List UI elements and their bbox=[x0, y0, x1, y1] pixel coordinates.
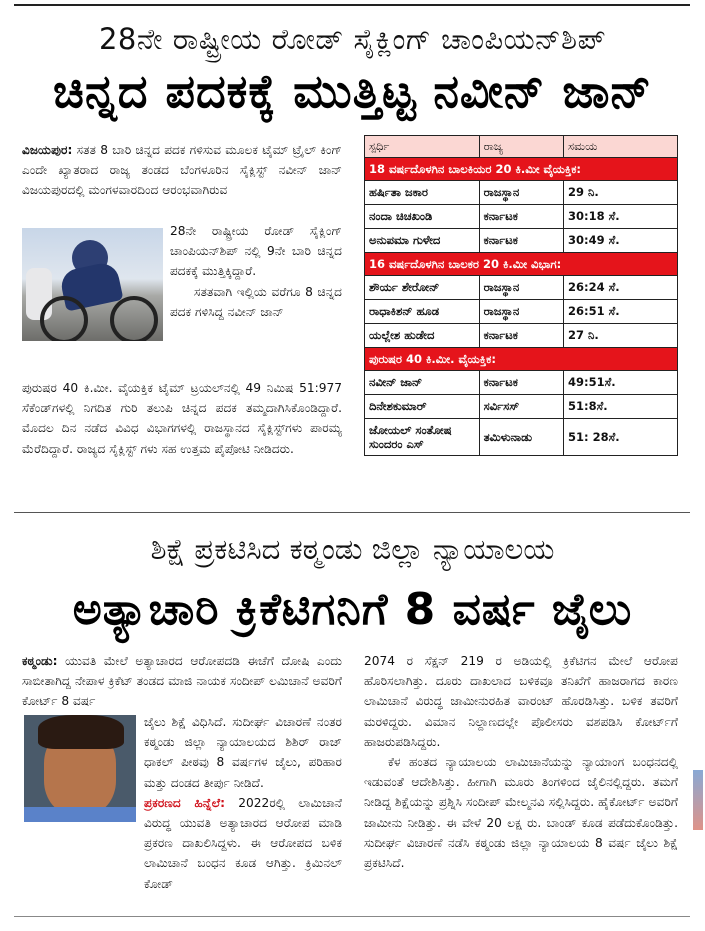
table-row: ಶೌರ್ಯ ಶೇರೋನ್ ರಾಜಸ್ಥಾನ 26:24 ಸೆ. bbox=[365, 276, 678, 300]
background-lead: ಪ್ರಕರಣದ ಹಿನ್ನೆಲೆ: bbox=[144, 795, 225, 810]
cyclist-photo bbox=[22, 228, 163, 341]
story2-paragraph-3: ಪ್ರಕರಣದ ಹಿನ್ನೆಲೆ: 2022ರಲ್ಲಿ ಲಾಮಿಚಾನೆ ವಿರುದ್ಧ ಯುವತಿ ಅತ್ಯಾಚಾರದ ಆರೋಪ ಮಾಡಿ ಪ್ರಕರಣ ದಾಖಲಿಸಿದ್ದಳು. ಈ ಆರೋಪದ ಬಳಿಕ ಲಾಮಿಚಾನೆ ಬಂಧನ ಕೂಡ ಆಗಿತ್ತು. ಕ್ರಿಮಿನಲ್ ಕೋಡ್ bbox=[144, 795, 343, 891]
story1-bottom-column bbox=[22, 378, 342, 459]
story1-lead-column bbox=[22, 140, 342, 201]
table-row: ದಿನೇಶಕುಮಾರ್ ಸರ್ವಿಸಸ್ 51:8ಸೆ. bbox=[365, 395, 678, 419]
table-row: ಯಲ್ಲೇಶ ಹುಡೇದ ಕರ್ನಾಟಕ 27 ನಿ. bbox=[365, 324, 678, 348]
results-table bbox=[364, 135, 678, 456]
results-header-row bbox=[365, 136, 678, 158]
story2-paragraph-5: ಕೆಳ ಹಂತದ ನ್ಯಾಯಾಲಯ ಲಾಮಿಚಾನೆಯನ್ನು ನ್ಯಾಯಾಂಗ ಬಂಧನದಲ್ಲಿ ಇಡುವಂತೆ ಆದೇಶಿಸಿತ್ತು. ಹೀಗಾಗಿ ಮೂರು ತಿಂಗಳಿಂದ ಜೈಲಿನಲ್ಲಿದ್ದರು. ತಮಗೆ ನೀಡಿದ್ದ ಶಿಕ್ಷೆಯನ್ನು ಪ್ರಶ್ನಿಸಿ ಸಂದೀಪ್ ಮೇಲ್ಮನವಿ ಸಲ್ಲಿಸಿದ್ದರು. ಹೈಕೋರ್ಟ್ ಅವರಿಗೆ ಜಾಮೀನು ನೀಡಿತ್ತು. ಈ ವೇಳೆ 20 ಲಕ್ಷ ರು. ಬಾಂಡ್ ಕೂಡ ಪಡೆದುಕೊಂಡಿತ್ತು. ಸುದೀರ್ಘ ವಿಚಾರಣೆ ನಡೆಸಿ ಕಠ್ಮಂಡು ಜಿಲ್ಲಾ ನ್ಯಾಯಾಲಯ 8 ವರ್ಷ ಜೈಲು ಶಿಕ್ಷೆ ಪ್ರಕಟಿಸಿದೆ. bbox=[364, 755, 678, 871]
story1-side-column bbox=[170, 221, 342, 322]
table-row: ಜೋಯಲ್ ಸಂತೋಷ ಸುಂದರಂ ಎಸ್ ತಮಿಳುನಾಡು 51: 28ಸೆ. bbox=[365, 419, 678, 456]
cricketer-photo bbox=[24, 715, 136, 822]
story1-headline: ಚಿನ್ನದ ಪದಕಕ್ಕೆ ಮುತ್ತಿಟ್ಟ ನವೀನ್ ಜಾನ್ bbox=[53, 64, 652, 118]
story1-paragraph-2: 28ನೇ ರಾಷ್ಟ್ರೀಯ ರೋಡ್ ಸೈಕ್ಲಿಂಗ್ ಚಾಂಪಿಯನ್‌ಶಿಪ್ ನಲ್ಲಿ 9ನೇ ಬಾರಿ ಚಿನ್ನದ ಪದಕಕ್ಕೆ ಮುತ್ತಿಕ್ಕಿದ್ದಾರೆ. bbox=[170, 224, 342, 279]
table-row: ನಂದಾ ಚಿಚಖಂಡಿ ಕರ್ನಾಟಕ 30:18 ಸೆ. bbox=[365, 205, 678, 229]
top-rule bbox=[14, 4, 690, 6]
table-row: ಹರ್ಷಿತಾ ಜಕಾರ ರಾಜಸ್ಥಾನ 29 ನಿ. bbox=[365, 181, 678, 205]
header-competitor: ಸ್ಪರ್ಧಿ bbox=[365, 136, 480, 158]
story2-headline: ಅತ್ಯಾಚಾರಿ ಕ್ರಿಕೆಟಿಗನಿಗೆ 8 ವರ್ಷ ಜೈಲು bbox=[72, 584, 633, 635]
table-row: ಅನುಪಮಾ ಗುಳೇದ ಕರ್ನಾಟಕ 30:49 ಸೆ. bbox=[365, 229, 678, 253]
story1-dateline: ವಿಜಯಪುರ: bbox=[22, 143, 73, 157]
results-section-title: 18 ವರ್ಷದೊಳಗಿನ ಬಾಲಕಿಯರ 20 ಕಿ.ಮೀ ವೈಯಕ್ತಿಕ: bbox=[365, 158, 678, 181]
story1-kicker: 28ನೇ ರಾಷ್ಟ್ರೀಯ ರೋಡ್ ಸೈಕ್ಲಿಂಗ್ ಚಾಂಪಿಯನ್‌ಶಿಪ್ bbox=[98, 22, 607, 56]
header-state: ರಾಜ್ಯ bbox=[479, 136, 563, 158]
header-time: ಸಮಯ bbox=[564, 136, 678, 158]
story1-paragraph-3: ಸತತವಾಗಿ ಇಲ್ಲಿಯ ವರೆಗೂ 8 ಚಿನ್ನದ ಪದಕ ಗಳಿಸಿದ್ದ ನವೀನ್ ಜಾನ್ bbox=[170, 284, 342, 319]
story2-lead-column bbox=[22, 651, 342, 712]
story1-paragraph-1: ವಿಜಯಪುರ: ಸತತ 8 ಬಾರಿ ಚಿನ್ನದ ಪದಕ ಗಳಿಸುವ ಮೂಲಕ ಟೈಮ್ ಟ್ರೈಲ್ ಕಿಂಗ್ ಎಂದೇ ಖ್ಯಾತರಾದ ರಾಜ್ಯ ತಂಡದ ಬೆಂಗಳೂರಿನ ಸೈಕ್ಲಿಸ್ಟ್ ನವೀನ್ ಜಾನ್ ವಿಜಯಪುರದಲ್ಲಿ ಮಂಗಳವಾರದಿಂದ ಆರಂಭವಾಗಿರುವ bbox=[22, 143, 342, 198]
story2-paragraph-1: ಕಠ್ಮಂಡು: ಯುವತಿ ಮೇಲೆ ಅತ್ಯಾಚಾರದ ಆರೋಪದಡಿ ಈಚೆಗೆ ದೋಷಿ ಎಂದು ಸಾಬೀತಾಗಿದ್ದ ನೇಪಾಳ ಕ್ರಿಕೆಟ್ ತಂಡದ ಮಾಜಿ ನಾಯಕ ಸಂದೀಪ್ ಲಮಿಚಾನೆ ಅವರಿಗೆ ಕೋರ್ಟ್ 8 ವರ್ಷ bbox=[22, 654, 343, 709]
story-separator bbox=[14, 512, 690, 513]
story2-right-column bbox=[364, 651, 678, 873]
story2-side-column bbox=[144, 712, 342, 894]
table-row: ರಾಧಾಕಿಶನ್ ಹೂಡ ರಾಜಸ್ಥಾನ 26:51 ಸೆ. bbox=[365, 300, 678, 324]
bottom-rule bbox=[14, 916, 690, 917]
story2-paragraph-2: ಜೈಲು ಶಿಕ್ಷೆ ವಿಧಿಸಿದೆ. ಸುದೀರ್ಘ ವಿಚಾರಣೆ ನಂತರ ಕಠ್ಮಂಡು ಜಿಲ್ಲಾ ನ್ಯಾಯಾಲಯದ ಶಿಶಿರ್ ರಾಜ್ ಧಾಕಲ್ ಪೀಠವು 8 ವರ್ಷಗಳ ಜೈಲು, ಪರಿಹಾರ ಮತ್ತು ದಂಡದ ತೀರ್ಪು ನೀಡಿದೆ. bbox=[144, 715, 342, 790]
story1-paragraph-4: ಪುರುಷರ 40 ಕಿ.ಮೀ. ವೈಯಕ್ತಿಕ ಟೈಮ್ ಟ್ರಯಲ್‌ನಲ್ಲಿ 49 ನಿಮಿಷ 51:977 ಸೆಕೆಂಡ್‌ಗಳಲ್ಲಿ ನಿಗದಿತ ಗುರಿ ತಲುಪಿ ಚಿನ್ನದ ಪದಕ ತಮ್ಮದಾಗಿಸಿಕೊಂಡಿದ್ದಾರೆ. ಮೊದಲ ದಿನ ನಡೆದ ವಿವಿಧ ವಿಭಾಗಗಳಲ್ಲಿ ರಾಜಸ್ಥಾನದ ಸೈಕ್ಲಿಸ್ಟ್‌ಗಳು ಪಾರಮ್ಯ ಮೆರೆದಿದ್ದಾರೆ. ರಾಜ್ಯದ ಸೈಕ್ಲಿಸ್ಟ್ ಗಳು ಸಹ ಉತ್ತಮ ಪೈಪೋಟಿ ನೀಡಿದರು. bbox=[22, 381, 342, 456]
results-section-title: 16 ವರ್ಷದೊಳಗಿನ ಬಾಲಕರ 20 ಕಿ.ಮೀ ವಿಭಾಗ: bbox=[365, 253, 678, 276]
results-section-title: ಪುರುಷರ 40 ಕಿ.ಮೀ. ವೈಯಕ್ತಿಕ: bbox=[365, 348, 678, 371]
story2-kicker: ಶಿಕ್ಷೆ ಪ್ರಕಟಿಸಿದ ಕಠ್ಮಂಡು ಜಿಲ್ಲಾ ನ್ಯಾಯಾಲಯ bbox=[150, 532, 555, 566]
story2-dateline: ಕಠ್ಮಂಡು: bbox=[22, 654, 58, 668]
edge-color-mark bbox=[693, 770, 703, 830]
story2-paragraph-4: 2074 ರ ಸೆಕ್ಷನ್ 219 ರ ಅಡಿಯಲ್ಲಿ ಕ್ರಿಕೆಟಿಗನ ಮೇಲೆ ಆರೋಪ ಹೊರಿಸಲಾಗಿತ್ತು. ದೂರು ದಾಖಲಾದ ಬಳಿಕವೂ ತನಿಖೆಗೆ ಹಾಜರಾಗದ ಕಾರಣ ಲಾಮಿಚಾನೆ ವಿರುದ್ಧ ಜಾಮೀನುರಹಿತ ವಾರಂಟ್ ಹೊರಡಿಸಿತ್ತು. ಬಳಿಕ ತವರಿಗೆ ಮರಳಿದ್ದರು. ವಿಮಾನ ನಿಲ್ದಾಣದಲ್ಲೇ ಪೊಲೀಸರು ವಶಪಡಿಸಿ ಕೋರ್ಟ್‌ಗೆ ಹಾಜರುಪಡಿಸಿದ್ದರು. bbox=[364, 654, 678, 749]
table-row: ನವೀನ್ ಜಾನ್ ಕರ್ನಾಟಕ 49:51ಸೆ. bbox=[365, 371, 678, 395]
